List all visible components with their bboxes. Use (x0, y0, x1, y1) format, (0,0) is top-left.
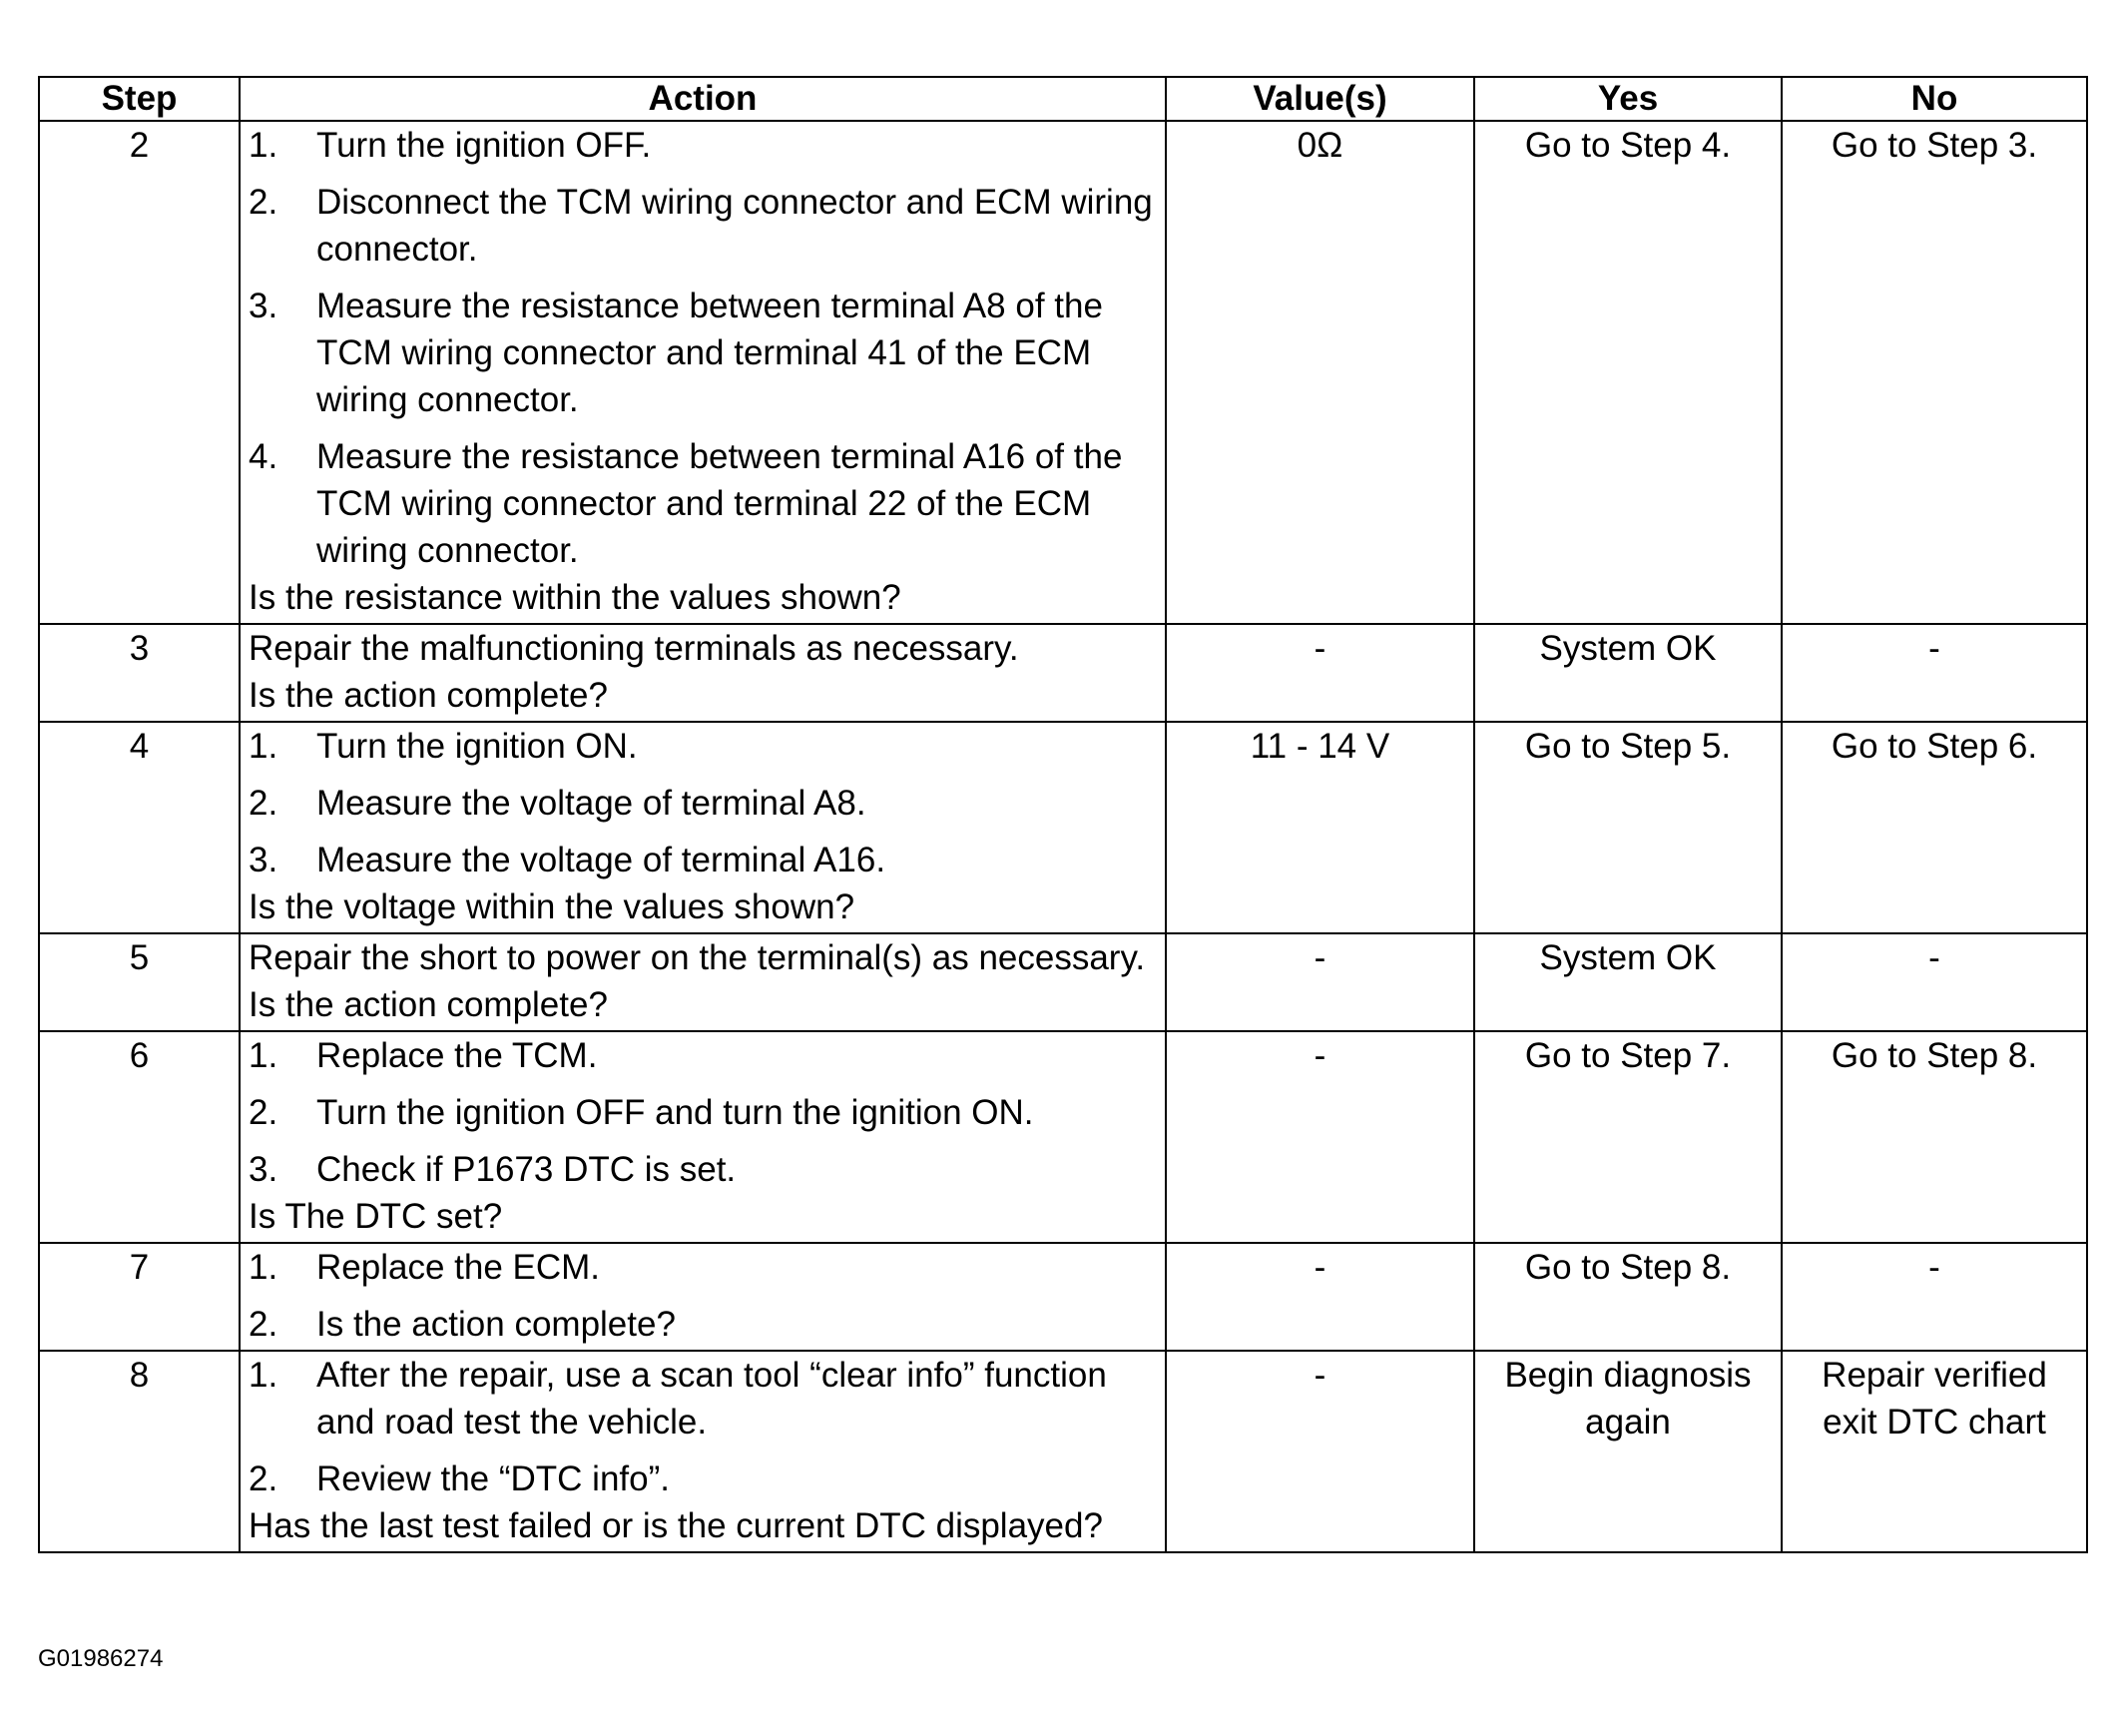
action-item-text: Measure the resistance between terminal A16 of the TCM wiring connector and terminal 22 of the ECM wiring connector. (316, 437, 1123, 570)
action-cell (240, 722, 1166, 933)
yes-cell: System OK (1474, 933, 1782, 1031)
table-row (39, 1031, 2087, 1243)
action-item (249, 433, 1157, 574)
action-item-number: 1. (249, 727, 278, 766)
action-cell (240, 624, 1166, 722)
value-cell: - (1166, 1351, 1474, 1552)
figure-id: G01986274 (38, 1645, 164, 1672)
action-item (249, 1244, 1157, 1291)
header-action: Action (240, 77, 1166, 121)
yes-cell: Go to Step 4. (1474, 121, 1782, 624)
action-item-text: Turn the ignition OFF and turn the ignition ON. (316, 1093, 1034, 1132)
action-item-number: 3. (249, 287, 278, 325)
action-item-text: Measure the resistance between terminal A8 of the TCM wiring connector and terminal 41 of the ECM wiring connector. (316, 287, 1103, 419)
yes-cell: System OK (1474, 624, 1782, 722)
action-list (249, 723, 1157, 883)
step-number: 2 (39, 121, 240, 624)
action-list (249, 122, 1157, 574)
action-question: Is The DTC set? (249, 1197, 503, 1236)
no-cell: Go to Step 3. (1782, 121, 2087, 624)
no-cell: Repair verified exit DTC chart (1782, 1351, 2087, 1552)
action-item-number: 2. (249, 1093, 278, 1132)
action-cell (240, 933, 1166, 1031)
action-item (249, 1146, 1157, 1193)
action-cell (240, 1351, 1166, 1552)
value-cell: - (1166, 624, 1474, 722)
no-cell: Go to Step 6. (1782, 722, 2087, 933)
action-item-number: 3. (249, 1150, 278, 1189)
action-question: Repair the short to power on the terminal(s) as necessary. Is the action complete? (249, 938, 1146, 1024)
action-item-number: 1. (249, 1036, 278, 1075)
header-row (39, 77, 2087, 121)
action-item-number: 1. (249, 1248, 278, 1287)
action-item (249, 1301, 1157, 1348)
no-cell: - (1782, 1243, 2087, 1351)
action-item-number: 4. (249, 437, 278, 476)
action-question: Is the resistance within the values shown? (249, 578, 901, 617)
step-number: 3 (39, 624, 240, 722)
yes-cell: Begin diagnosis again (1474, 1351, 1782, 1552)
action-item (249, 122, 1157, 169)
action-item-text: Review the “DTC info”. (316, 1459, 670, 1498)
yes-cell: Go to Step 5. (1474, 722, 1782, 933)
action-item-text: Measure the voltage of terminal A16. (316, 841, 886, 879)
action-item (249, 283, 1157, 423)
action-item (249, 1089, 1157, 1136)
action-question: Has the last test failed or is the current DTC displayed? (249, 1506, 1103, 1545)
action-item (249, 1352, 1157, 1446)
action-item-text: Turn the ignition ON. (316, 727, 638, 766)
action-item (249, 723, 1157, 770)
action-item-number: 2. (249, 183, 278, 222)
action-cell (240, 1243, 1166, 1351)
action-item (249, 780, 1157, 827)
action-item-text: Measure the voltage of terminal A8. (316, 784, 866, 823)
table-row (39, 722, 2087, 933)
action-list (249, 1352, 1157, 1502)
action-item-number: 2. (249, 1459, 278, 1498)
value-cell: - (1166, 933, 1474, 1031)
step-number: 6 (39, 1031, 240, 1243)
action-item-text: Is the action complete? (316, 1305, 676, 1344)
step-number: 5 (39, 933, 240, 1031)
yes-cell: Go to Step 7. (1474, 1031, 1782, 1243)
action-item-number: 1. (249, 1356, 278, 1395)
action-list (249, 1244, 1157, 1348)
action-item (249, 837, 1157, 883)
action-item-number: 3. (249, 841, 278, 879)
no-cell: - (1782, 624, 2087, 722)
value-cell: - (1166, 1031, 1474, 1243)
table-row (39, 624, 2087, 722)
action-item-text: After the repair, use a scan tool “clear info” function and road test the vehicle. (316, 1356, 1107, 1442)
action-item-text: Turn the ignition OFF. (316, 126, 652, 165)
value-cell: 11 - 14 V (1166, 722, 1474, 933)
table-row (39, 1243, 2087, 1351)
action-item-text: Replace the TCM. (316, 1036, 598, 1075)
action-item-number: 1. (249, 126, 278, 165)
action-cell (240, 1031, 1166, 1243)
action-question: Repair the malfunctioning terminals as necessary. Is the action complete? (249, 629, 1019, 715)
action-question: Is the voltage within the values shown? (249, 887, 855, 926)
header-values: Value(s) (1166, 77, 1474, 121)
header-yes: Yes (1474, 77, 1782, 121)
step-number: 8 (39, 1351, 240, 1552)
no-cell: - (1782, 933, 2087, 1031)
action-item (249, 179, 1157, 273)
step-number: 4 (39, 722, 240, 933)
action-item-number: 2. (249, 784, 278, 823)
value-cell: 0Ω (1166, 121, 1474, 624)
diagnostic-table (38, 76, 2088, 1553)
value-cell: - (1166, 1243, 1474, 1351)
action-item (249, 1455, 1157, 1502)
action-item-text: Check if P1673 DTC is set. (316, 1150, 737, 1189)
action-item-text: Replace the ECM. (316, 1248, 601, 1287)
action-item (249, 1032, 1157, 1079)
header-step: Step (39, 77, 240, 121)
yes-cell: Go to Step 8. (1474, 1243, 1782, 1351)
table-row (39, 933, 2087, 1031)
action-list (249, 1032, 1157, 1193)
table-row (39, 1351, 2087, 1552)
no-cell: Go to Step 8. (1782, 1031, 2087, 1243)
step-number: 7 (39, 1243, 240, 1351)
table-row (39, 121, 2087, 624)
action-cell (240, 121, 1166, 624)
action-item-number: 2. (249, 1305, 278, 1344)
header-no: No (1782, 77, 2087, 121)
action-item-text: Disconnect the TCM wiring connector and ECM wiring connector. (316, 183, 1153, 269)
